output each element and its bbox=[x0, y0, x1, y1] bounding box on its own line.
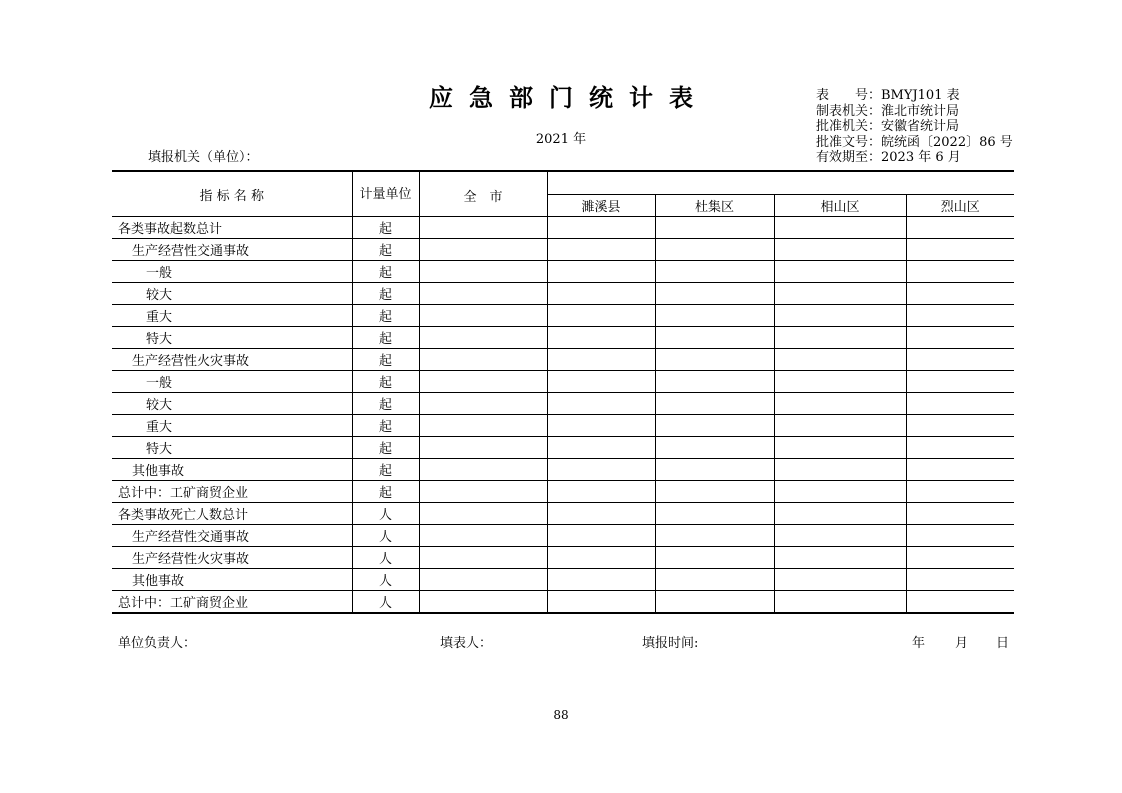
row-unit: 起 bbox=[352, 327, 419, 349]
cell-lieshan[interactable] bbox=[906, 547, 1014, 569]
row-unit: 人 bbox=[352, 569, 419, 591]
table-row bbox=[112, 481, 1014, 503]
row-indicator-name: 生产经营性火灾事故 bbox=[112, 349, 352, 371]
form-meta bbox=[816, 88, 1013, 166]
cell-suixi[interactable] bbox=[547, 261, 655, 283]
row-indicator-name: 一般 bbox=[112, 261, 352, 283]
cell-xiangshan[interactable] bbox=[774, 349, 906, 371]
row-unit: 人 bbox=[352, 547, 419, 569]
cell-duji[interactable] bbox=[655, 261, 774, 283]
cell-suixi[interactable] bbox=[547, 503, 655, 525]
row-unit: 人 bbox=[352, 503, 419, 525]
cell-duji[interactable] bbox=[655, 371, 774, 393]
cell-suixi[interactable] bbox=[547, 547, 655, 569]
statistics-table bbox=[112, 170, 1014, 614]
cell-xiangshan[interactable] bbox=[774, 371, 906, 393]
cell-duji[interactable] bbox=[655, 459, 774, 481]
table-row bbox=[112, 305, 1014, 327]
cell-city-total[interactable] bbox=[419, 459, 547, 481]
cell-lieshan[interactable] bbox=[906, 393, 1014, 415]
cell-city-total[interactable] bbox=[419, 217, 547, 239]
cell-city-total[interactable] bbox=[419, 481, 547, 503]
row-unit: 人 bbox=[352, 525, 419, 547]
cell-city-total[interactable] bbox=[419, 371, 547, 393]
cell-city-total[interactable] bbox=[419, 503, 547, 525]
header-district-xiangshan: 相山区 bbox=[774, 195, 906, 217]
cell-duji[interactable] bbox=[655, 547, 774, 569]
cell-lieshan[interactable] bbox=[906, 569, 1014, 591]
cell-xiangshan[interactable] bbox=[774, 217, 906, 239]
cell-xiangshan[interactable] bbox=[774, 459, 906, 481]
cell-suixi[interactable] bbox=[547, 305, 655, 327]
row-unit: 起 bbox=[352, 349, 419, 371]
cell-city-total[interactable] bbox=[419, 415, 547, 437]
row-unit: 起 bbox=[352, 415, 419, 437]
meta-form-number: 表 号：BMYJ101 表 bbox=[816, 88, 960, 103]
row-indicator-name: 特大 bbox=[112, 327, 352, 349]
cell-duji[interactable] bbox=[655, 503, 774, 525]
header-city-total: 全 市 bbox=[419, 171, 547, 217]
page-title: 应急部门统计表 bbox=[429, 83, 709, 112]
cell-city-total[interactable] bbox=[419, 569, 547, 591]
cell-lieshan[interactable] bbox=[906, 437, 1014, 459]
footer-leader: 单位负责人： bbox=[118, 636, 197, 651]
cell-lieshan[interactable] bbox=[906, 481, 1014, 503]
cell-suixi[interactable] bbox=[547, 437, 655, 459]
row-indicator-name: 总计中：工矿商贸企业 bbox=[112, 591, 352, 614]
cell-city-total[interactable] bbox=[419, 349, 547, 371]
cell-city-total[interactable] bbox=[419, 525, 547, 547]
cell-lieshan[interactable] bbox=[906, 415, 1014, 437]
table-row bbox=[112, 459, 1014, 481]
cell-duji[interactable] bbox=[655, 591, 774, 614]
cell-lieshan[interactable] bbox=[906, 349, 1014, 371]
header-unit: 计量单位 bbox=[352, 171, 419, 217]
cell-city-total[interactable] bbox=[419, 437, 547, 459]
cell-city-total[interactable] bbox=[419, 283, 547, 305]
cell-suixi[interactable] bbox=[547, 239, 655, 261]
cell-lieshan[interactable] bbox=[906, 327, 1014, 349]
row-unit: 起 bbox=[352, 481, 419, 503]
row-indicator-name: 重大 bbox=[112, 415, 352, 437]
table-row bbox=[112, 569, 1014, 591]
cell-lieshan[interactable] bbox=[906, 305, 1014, 327]
row-unit: 起 bbox=[352, 261, 419, 283]
footer-day: 日 bbox=[996, 636, 1010, 651]
cell-suixi[interactable] bbox=[547, 415, 655, 437]
report-year: 2021 年 bbox=[535, 132, 587, 147]
cell-xiangshan[interactable] bbox=[774, 591, 906, 614]
cell-lieshan[interactable] bbox=[906, 283, 1014, 305]
row-unit: 起 bbox=[352, 217, 419, 239]
row-indicator-name: 各类事故起数总计 bbox=[112, 217, 352, 239]
meta-valid-until: 有效期至：2023 年 6 月 bbox=[816, 150, 961, 166]
row-indicator-name: 各类事故死亡人数总计 bbox=[112, 503, 352, 525]
cell-city-total[interactable] bbox=[419, 261, 547, 283]
cell-xiangshan[interactable] bbox=[774, 569, 906, 591]
cell-duji[interactable] bbox=[655, 437, 774, 459]
table-row bbox=[112, 415, 1014, 437]
row-unit: 起 bbox=[352, 283, 419, 305]
cell-suixi[interactable] bbox=[547, 393, 655, 415]
footer-filler: 填表人： bbox=[440, 636, 493, 651]
cell-suixi[interactable] bbox=[547, 349, 655, 371]
row-indicator-name: 重大 bbox=[112, 305, 352, 327]
cell-duji[interactable] bbox=[655, 217, 774, 239]
table-row bbox=[112, 503, 1014, 525]
row-indicator-name: 较大 bbox=[112, 393, 352, 415]
row-indicator-name: 其他事故 bbox=[112, 569, 352, 591]
cell-duji[interactable] bbox=[655, 283, 774, 305]
header-district-duji: 杜集区 bbox=[655, 195, 774, 217]
cell-duji[interactable] bbox=[655, 525, 774, 547]
cell-suixi[interactable] bbox=[547, 569, 655, 591]
header-district-suixi: 濉溪县 bbox=[547, 195, 655, 217]
cell-suixi[interactable] bbox=[547, 217, 655, 239]
table-row bbox=[112, 283, 1014, 305]
cell-xiangshan[interactable] bbox=[774, 525, 906, 547]
cell-xiangshan[interactable] bbox=[774, 547, 906, 569]
row-unit: 起 bbox=[352, 371, 419, 393]
row-indicator-name: 总计中：工矿商贸企业 bbox=[112, 481, 352, 503]
cell-lieshan[interactable] bbox=[906, 217, 1014, 239]
cell-xiangshan[interactable] bbox=[774, 393, 906, 415]
meta-approver: 批准机关：安徽省统计局 bbox=[816, 119, 960, 135]
cell-city-total[interactable] bbox=[419, 591, 547, 614]
row-indicator-name: 生产经营性交通事故 bbox=[112, 525, 352, 547]
cell-xiangshan[interactable] bbox=[774, 261, 906, 283]
header-district-lieshan: 烈山区 bbox=[906, 195, 1014, 217]
row-indicator-name: 较大 bbox=[112, 283, 352, 305]
cell-city-total[interactable] bbox=[419, 305, 547, 327]
table-row bbox=[112, 591, 1014, 614]
cell-xiangshan[interactable] bbox=[774, 503, 906, 525]
cell-xiangshan[interactable] bbox=[774, 283, 906, 305]
footer-month: 月 bbox=[955, 636, 969, 651]
cell-suixi[interactable] bbox=[547, 327, 655, 349]
footer-year: 年 bbox=[912, 636, 926, 651]
cell-xiangshan[interactable] bbox=[774, 327, 906, 349]
row-indicator-name: 生产经营性交通事故 bbox=[112, 239, 352, 261]
filler-label: 填报机关（单位）： bbox=[148, 150, 259, 165]
row-indicator-name: 生产经营性火灾事故 bbox=[112, 547, 352, 569]
row-unit: 起 bbox=[352, 393, 419, 415]
cell-xiangshan[interactable] bbox=[774, 437, 906, 459]
header-indicator-name: 指 标 名 称 bbox=[112, 171, 352, 217]
row-unit: 起 bbox=[352, 305, 419, 327]
row-indicator-name: 其他事故 bbox=[112, 459, 352, 481]
table-row bbox=[112, 349, 1014, 371]
cell-lieshan[interactable] bbox=[906, 503, 1014, 525]
cell-xiangshan[interactable] bbox=[774, 239, 906, 261]
cell-duji[interactable] bbox=[655, 239, 774, 261]
footer-time: 填报时间: bbox=[642, 636, 699, 651]
cell-duji[interactable] bbox=[655, 481, 774, 503]
page-number: 88 bbox=[553, 708, 569, 722]
row-unit: 起 bbox=[352, 459, 419, 481]
cell-duji[interactable] bbox=[655, 569, 774, 591]
cell-lieshan[interactable] bbox=[906, 239, 1014, 261]
cell-xiangshan[interactable] bbox=[774, 481, 906, 503]
table-row bbox=[112, 393, 1014, 415]
table-row bbox=[112, 261, 1014, 283]
cell-lieshan[interactable] bbox=[906, 459, 1014, 481]
cell-lieshan[interactable] bbox=[906, 371, 1014, 393]
cell-xiangshan[interactable] bbox=[774, 305, 906, 327]
row-indicator-name: 一般 bbox=[112, 371, 352, 393]
table-row bbox=[112, 239, 1014, 261]
cell-suixi[interactable] bbox=[547, 283, 655, 305]
cell-duji[interactable] bbox=[655, 305, 774, 327]
cell-city-total[interactable] bbox=[419, 239, 547, 261]
cell-duji[interactable] bbox=[655, 349, 774, 371]
cell-xiangshan[interactable] bbox=[774, 415, 906, 437]
cell-suixi[interactable] bbox=[547, 525, 655, 547]
row-unit: 起 bbox=[352, 437, 419, 459]
cell-city-total[interactable] bbox=[419, 327, 547, 349]
cell-duji[interactable] bbox=[655, 393, 774, 415]
cell-suixi[interactable] bbox=[547, 371, 655, 393]
cell-suixi[interactable] bbox=[547, 591, 655, 614]
cell-city-total[interactable] bbox=[419, 393, 547, 415]
meta-approval-number: 批准文号：皖统函〔2022〕86 号 bbox=[816, 134, 1013, 150]
row-indicator-name: 特大 bbox=[112, 437, 352, 459]
header-district-group bbox=[547, 171, 1014, 195]
table-row bbox=[112, 437, 1014, 459]
table-row bbox=[112, 327, 1014, 349]
cell-lieshan[interactable] bbox=[906, 261, 1014, 283]
table-row bbox=[112, 217, 1014, 239]
row-unit: 起 bbox=[352, 239, 419, 261]
table-row bbox=[112, 525, 1014, 547]
cell-lieshan[interactable] bbox=[906, 591, 1014, 614]
cell-suixi[interactable] bbox=[547, 459, 655, 481]
cell-duji[interactable] bbox=[655, 415, 774, 437]
table-row bbox=[112, 547, 1014, 569]
cell-duji[interactable] bbox=[655, 327, 774, 349]
cell-suixi[interactable] bbox=[547, 481, 655, 503]
cell-lieshan[interactable] bbox=[906, 525, 1014, 547]
table-row bbox=[112, 371, 1014, 393]
meta-issuer: 制表机关：淮北市统计局 bbox=[816, 103, 960, 119]
row-unit: 人 bbox=[352, 591, 419, 614]
cell-city-total[interactable] bbox=[419, 547, 547, 569]
